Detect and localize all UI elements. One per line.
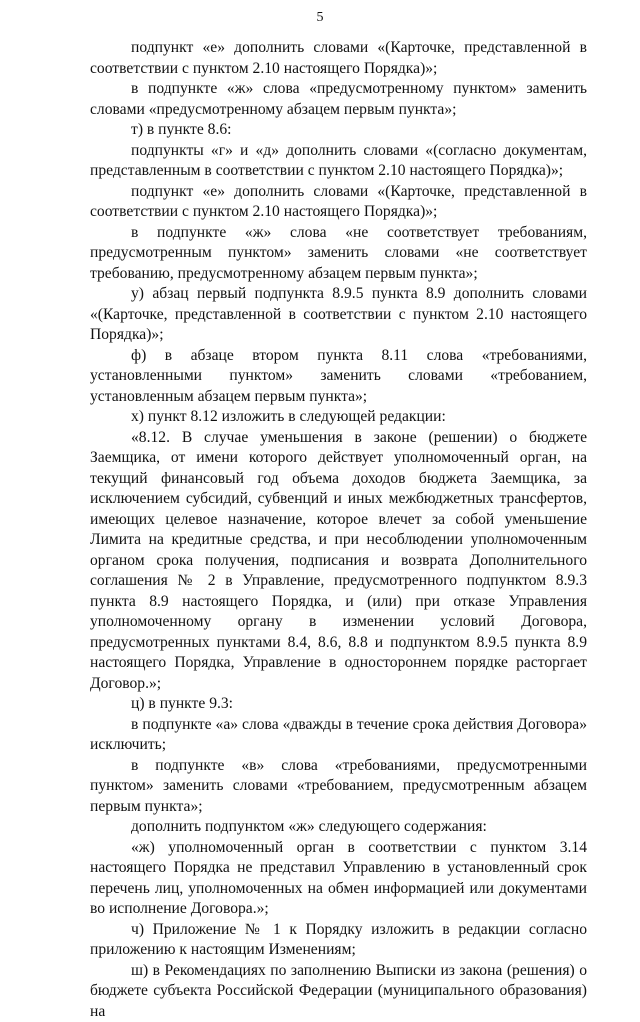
document-body bbox=[90, 38, 587, 1022]
paragraph: ф) в абзаце втором пункта 8.11 слова «требованиями, установленными пунктом» заменить словами «требованием, установленным абзацем первым пункта»; bbox=[90, 346, 587, 408]
paragraph: в подпункте «а» слова «дважды в течение срока действия Договора» исключить; bbox=[90, 715, 587, 756]
paragraph: у) абзац первый подпункта 8.9.5 пункта 8.9 дополнить словами «(Карточке, представленной в соответствии с пунктом 2.10 настоящего Порядка)»; bbox=[90, 284, 587, 346]
paragraph: дополнить подпунктом «ж» следующего содержания: bbox=[90, 817, 587, 838]
paragraph: подпункт «е» дополнить словами «(Карточке, представленной в соответствии с пунктом 2.10 настоящего Порядка)»; bbox=[90, 182, 587, 223]
paragraph: в подпункте «ж» слова «не соответствует требованиям, предусмотренным пунктом» заменить словами «не соответствует требованию, предусмотренному абзацем первым пункта»; bbox=[90, 223, 587, 285]
page-number: 5 bbox=[0, 10, 640, 26]
paragraph: в подпункте «ж» слова «предусмотренному пунктом» заменить словами «предусмотренному абзацем первым пункта»; bbox=[90, 79, 587, 120]
paragraph: ч) Приложение № 1 к Порядку изложить в редакции согласно приложению к настоящим Изменениям; bbox=[90, 920, 587, 961]
paragraph: подпункты «г» и «д» дополнить словами «(согласно документам, представленным в соответствии с пунктом 2.10 настоящего Порядка)»; bbox=[90, 141, 587, 182]
paragraph: ц) в пункте 9.3: bbox=[90, 694, 587, 715]
paragraph: в подпункте «в» слова «требованиями, предусмотренными пунктом» заменить словами «требованием, предусмотренным абзацем первым пункта»; bbox=[90, 756, 587, 818]
paragraph: «8.12. В случае уменьшения в законе (решении) о бюджете Заемщика, от имени которого действует уполномоченный орган, на текущий финансовый год объема доходов бюджета Заемщика, за исключением субсидий, субвенций и иных межбюджетных трансфертов, имеющих целевое назначение, которое влечет за собой уменьшение Лимита на кредитные средства, и при несоблюдении уполномоченным органом срока получения, подписания и возврата Дополнительного соглашения № 2 в Управление, предусмотренного подпунктом 8.9.3 пункта 8.9 настоящего Порядка, и (или) при отказе Управления уполномоченному органу в изменении условий Договора, предусмотренных пунктами 8.4, 8.6, 8.8 и подпунктом 8.9.5 пункта 8.9 настоящего Порядка, Управление в одностороннем порядке расторгает Договор.»; bbox=[90, 428, 587, 695]
paragraph: подпункт «е» дополнить словами «(Карточке, представленной в соответствии с пунктом 2.10 настоящего Порядка)»; bbox=[90, 38, 587, 79]
paragraph: «ж) уполномоченный орган в соответствии с пунктом 3.14 настоящего Порядка не представил Управлению в установленный срок перечень лиц, уполномоченных на обмен информацией или документами во исполнение Договора.»; bbox=[90, 838, 587, 920]
paragraph: ш) в Рекомендациях по заполнению Выписки из закона (решения) о бюджете субъекта Российской Федерации (муниципального образования) на bbox=[90, 961, 587, 1022]
paragraph: т) в пункте 8.6: bbox=[90, 120, 587, 141]
paragraph: х) пункт 8.12 изложить в следующей редакции: bbox=[90, 407, 587, 428]
